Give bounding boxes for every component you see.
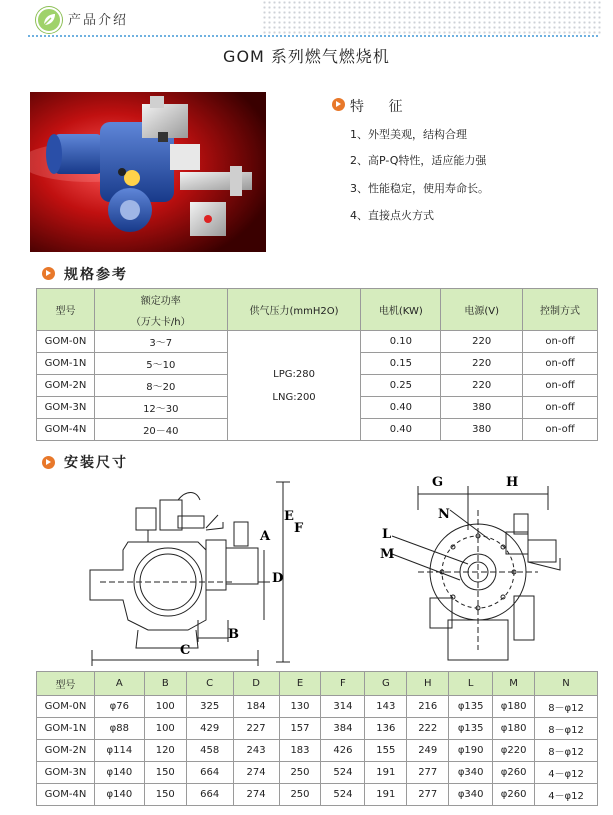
dim-cell: 250 — [279, 762, 321, 784]
dim-cell: 8－φ12 — [535, 740, 598, 762]
dim-col-header: E — [279, 672, 321, 696]
dim-cell: φ135 — [449, 718, 493, 740]
dim-cell: 249 — [407, 740, 449, 762]
spec-col-power-line1: 额定功率 — [140, 295, 181, 307]
dimension-drawing — [28, 470, 598, 668]
dim-cell: φ76 — [94, 696, 144, 718]
dim-cell: 277 — [407, 762, 449, 784]
feature-item: 1、外型美观，结构合理 — [350, 128, 467, 141]
dim-cell: φ180 — [493, 696, 535, 718]
dim-cell: 8－φ12 — [535, 718, 598, 740]
feature-item: 4、直接点火方式 — [350, 209, 434, 222]
dim-cell: 184 — [233, 696, 279, 718]
install-heading: 安装尺寸 — [64, 455, 128, 471]
dim-cell: GOM-3N — [37, 762, 95, 784]
dim-cell: 120 — [144, 740, 186, 762]
product-photo — [30, 92, 266, 252]
dim-cell: 150 — [144, 762, 186, 784]
spec-table — [36, 288, 598, 441]
bullet-arrow-icon — [332, 98, 345, 111]
dim-cell: GOM-0N — [37, 696, 95, 718]
table-row — [37, 762, 598, 784]
dim-cell: 227 — [233, 718, 279, 740]
dim-cell: 4－φ12 — [535, 784, 598, 806]
spec-col-model: 型号 — [37, 289, 95, 331]
voltage-cell: 380 — [441, 397, 523, 419]
motor-cell: 0.15 — [361, 353, 441, 375]
dim-col-header: M — [493, 672, 535, 696]
dim-col-header: B — [144, 672, 186, 696]
dim-cell: φ340 — [449, 784, 493, 806]
model-cell: GOM-1N — [37, 353, 95, 375]
dim-cell: φ135 — [449, 696, 493, 718]
dim-label-h: H — [506, 475, 519, 490]
dim-col-header: C — [186, 672, 233, 696]
power-cell: 3～7 — [94, 331, 227, 353]
dim-cell: 429 — [186, 718, 233, 740]
model-cell: GOM-3N — [37, 397, 95, 419]
dim-cell: φ88 — [94, 718, 144, 740]
dim-cell: 664 — [186, 762, 233, 784]
dim-cell: 183 — [279, 740, 321, 762]
motor-cell: 0.40 — [361, 419, 441, 441]
table-row — [37, 784, 598, 806]
dim-label-d: D — [272, 571, 284, 586]
dim-cell: 325 — [186, 696, 233, 718]
dim-label-f: F — [294, 521, 304, 536]
dim-cell: GOM-1N — [37, 718, 95, 740]
dim-label-m: M — [380, 547, 395, 562]
dim-label-c: C — [180, 643, 191, 658]
dim-cell: φ190 — [449, 740, 493, 762]
dim-cell: 222 — [407, 718, 449, 740]
dim-cell: 314 — [321, 696, 365, 718]
dim-cell: φ114 — [94, 740, 144, 762]
dim-cell: 524 — [321, 784, 365, 806]
motor-cell: 0.40 — [361, 397, 441, 419]
dimensions-header-row — [37, 672, 598, 696]
table-row — [37, 740, 598, 762]
dim-cell: φ140 — [94, 784, 144, 806]
voltage-cell: 220 — [441, 375, 523, 397]
section-title: 产品介绍 — [68, 13, 129, 28]
dim-cell: φ220 — [493, 740, 535, 762]
dim-cell: GOM-4N — [37, 784, 95, 806]
control-cell: on-off — [523, 375, 598, 397]
dim-cell: 136 — [365, 718, 407, 740]
dim-cell: 274 — [233, 784, 279, 806]
dimensions-table — [36, 671, 598, 806]
spec-col-supply: 电源(V) — [441, 289, 523, 331]
dim-cell: 100 — [144, 718, 186, 740]
dim-cell: 130 — [279, 696, 321, 718]
dim-cell: φ180 — [493, 718, 535, 740]
dim-cell: φ140 — [94, 762, 144, 784]
control-cell: on-off — [523, 331, 598, 353]
dim-cell: 216 — [407, 696, 449, 718]
dim-cell: 250 — [279, 784, 321, 806]
dim-col-header: A — [94, 672, 144, 696]
dim-cell: φ260 — [493, 784, 535, 806]
page-title: GOM 系列燃气燃烧机 — [223, 47, 390, 66]
dim-cell: 100 — [144, 696, 186, 718]
dim-cell: 143 — [365, 696, 407, 718]
gas-pressure-lpg: LPG:280 — [273, 368, 315, 380]
dim-cell: φ260 — [493, 762, 535, 784]
dim-cell: 4－φ12 — [535, 762, 598, 784]
dim-cell: 191 — [365, 784, 407, 806]
gas-pressure-cell — [227, 331, 361, 441]
power-cell: 20－40 — [94, 419, 227, 441]
header-dot-pattern — [262, 0, 602, 34]
dim-cell: 155 — [365, 740, 407, 762]
dim-cell: GOM-2N — [37, 740, 95, 762]
dim-cell: 8－φ12 — [535, 696, 598, 718]
feature-item: 3、性能稳定，使用寿命长。 — [350, 182, 489, 195]
control-cell: on-off — [523, 419, 598, 441]
header-divider — [28, 35, 598, 37]
leaf-icon — [36, 7, 62, 33]
control-cell: on-off — [523, 397, 598, 419]
dim-cell: 277 — [407, 784, 449, 806]
dim-col-header: G — [365, 672, 407, 696]
power-cell: 5～10 — [94, 353, 227, 375]
dim-col-header: N — [535, 672, 598, 696]
features-heading: 特 征 — [350, 99, 413, 115]
spec-heading: 规格参考 — [64, 267, 128, 283]
spec-col-motor: 电机(KW) — [361, 289, 441, 331]
dim-label-e: E — [284, 509, 294, 524]
voltage-cell: 220 — [441, 331, 523, 353]
dim-cell: 274 — [233, 762, 279, 784]
feature-item: 2、高P-Q特性，适应能力强 — [350, 154, 487, 167]
spec-col-gas: 供气压力(mmH2O) — [227, 289, 361, 331]
dim-cell: φ340 — [449, 762, 493, 784]
power-cell: 12～30 — [94, 397, 227, 419]
dim-col-header: 型号 — [37, 672, 95, 696]
table-row — [37, 331, 598, 353]
dim-cell: 426 — [321, 740, 365, 762]
spec-col-power-line2: （万大卡/h） — [130, 316, 191, 328]
dim-label-l: L — [382, 527, 392, 542]
voltage-cell: 380 — [441, 419, 523, 441]
dim-col-header: F — [321, 672, 365, 696]
dim-col-header: L — [449, 672, 493, 696]
model-cell: GOM-4N — [37, 419, 95, 441]
gas-pressure-lng: LNG:200 — [272, 391, 316, 403]
bullet-arrow-icon — [42, 267, 55, 280]
control-cell: on-off — [523, 353, 598, 375]
dim-cell: 524 — [321, 762, 365, 784]
model-cell: GOM-0N — [37, 331, 95, 353]
bullet-arrow-icon — [42, 456, 55, 469]
dim-cell: 191 — [365, 762, 407, 784]
model-cell: GOM-2N — [37, 375, 95, 397]
dim-col-header: H — [407, 672, 449, 696]
dim-label-b: B — [228, 627, 239, 642]
dim-label-g: G — [432, 475, 444, 490]
motor-cell: 0.25 — [361, 375, 441, 397]
spec-col-power — [94, 289, 227, 331]
dim-cell: 458 — [186, 740, 233, 762]
dim-cell: 664 — [186, 784, 233, 806]
voltage-cell: 220 — [441, 353, 523, 375]
table-row — [37, 696, 598, 718]
table-row — [37, 718, 598, 740]
dim-cell: 243 — [233, 740, 279, 762]
spec-col-control: 控制方式 — [523, 289, 598, 331]
dim-col-header: D — [233, 672, 279, 696]
power-cell: 8～20 — [94, 375, 227, 397]
dim-label-n: N — [438, 507, 450, 522]
dim-cell: 150 — [144, 784, 186, 806]
dim-cell: 384 — [321, 718, 365, 740]
dim-label-a: A — [260, 529, 271, 544]
motor-cell: 0.10 — [361, 331, 441, 353]
dim-cell: 157 — [279, 718, 321, 740]
